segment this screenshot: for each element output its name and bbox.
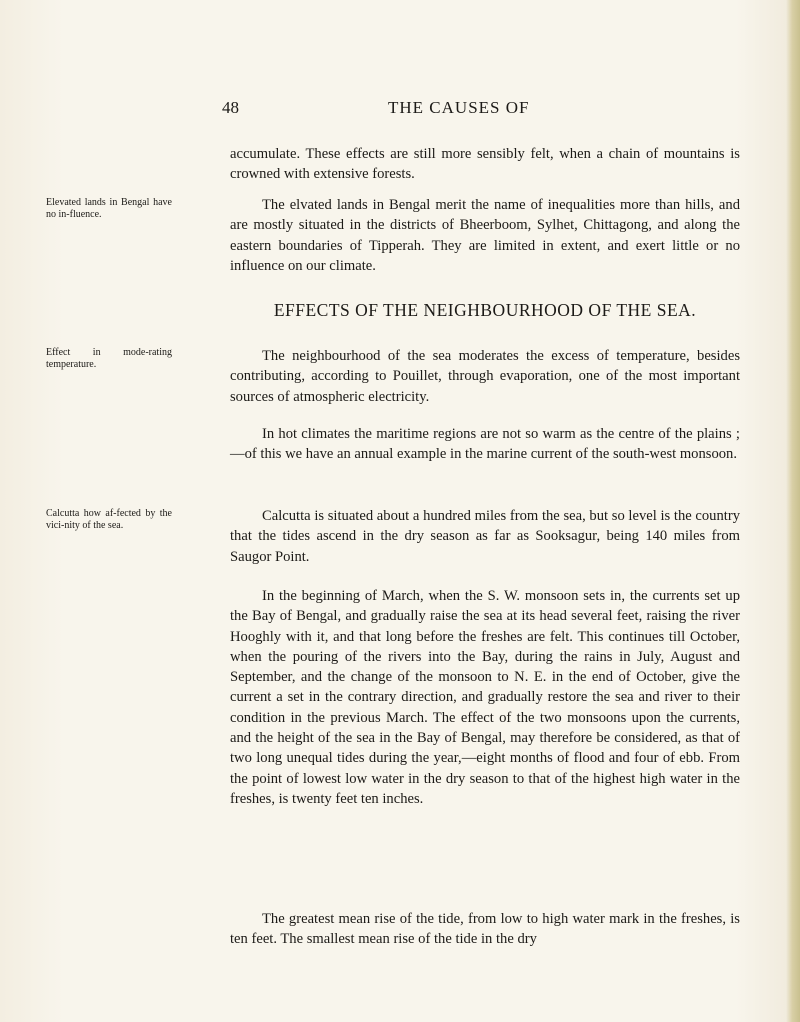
paragraph-6: In the beginning of March, when the S. W. monsoon sets in, the currents set up the Bay of Bengal, and gradually raise the sea at its head several feet, raising the river Hooghly with it, and that long before the freshes are felt. This continues till October, when the pouring of the rivers into the Bay, during the rains in July, August and September, and the change of the monsoon to N. E. in the end of October, give the current a set in the contrary direction, and gradually restore the sea and river to their condition in the previous March. The effect of the two monsoons upon the currents, and the height of the sea in the Bay of Bengal, may therefore be considered, as that of two long unequal tides during the year,—eight months of flood and four of ebb. From the point of lowest low water in the dry season to that of the highest high water in the freshes, is twenty feet ten inches. (230, 588, 740, 807)
paragraph-2: The elvated lands in Bengal merit the name of inequalities more than hills, and are mostly situated in the districts of Bheerboom, Sylhet, Chittagong, and along the eastern boundaries of Tipperah. They are limited in extent, and exert little or no influence on our climate. (230, 197, 740, 274)
paragraph-4: In hot climates the maritime regions are not so warm as the centre of the plains ;—of this we have an annual example in the marine current of the south-west monsoon. (230, 426, 740, 463)
paragraph-7: The greatest mean rise of the tide, from low to high water mark in the freshes, is ten feet. The smallest mean rise of the tide in the dry (230, 911, 740, 948)
section-heading: EFFECTS OF THE NEIGHBOURHOOD OF THE SEA. (273, 300, 697, 320)
page-edge-shadow (786, 0, 800, 1022)
marginal-note-3: Calcutta how af-fected by the vici-nity of the sea. (46, 508, 172, 531)
page-number: 48 (222, 98, 239, 117)
paragraph-5: Calcutta is situated about a hundred miles from the sea, but so level is the country that the tides ascend in the dry season as far as Sooksagur, being 140 miles from Saugor Point. (230, 508, 740, 565)
running-title: THE CAUSES OF (388, 98, 530, 117)
marginal-note-2: Effect in mode-rating temperature. (46, 347, 172, 370)
paragraph-3: The neighbourhood of the sea moderates the excess of temperature, besides contributing, according to Pouillet, through evaporation, one of the most important sources of atmospheric electricity. (230, 348, 740, 405)
marginal-note-1: Elevated lands in Bengal have no in-fluence. (46, 197, 172, 220)
paragraph-1: accumulate. These effects are still more sensibly felt, when a chain of mountains is crowned with extensive forests. (230, 146, 740, 183)
running-header (0, 98, 800, 122)
